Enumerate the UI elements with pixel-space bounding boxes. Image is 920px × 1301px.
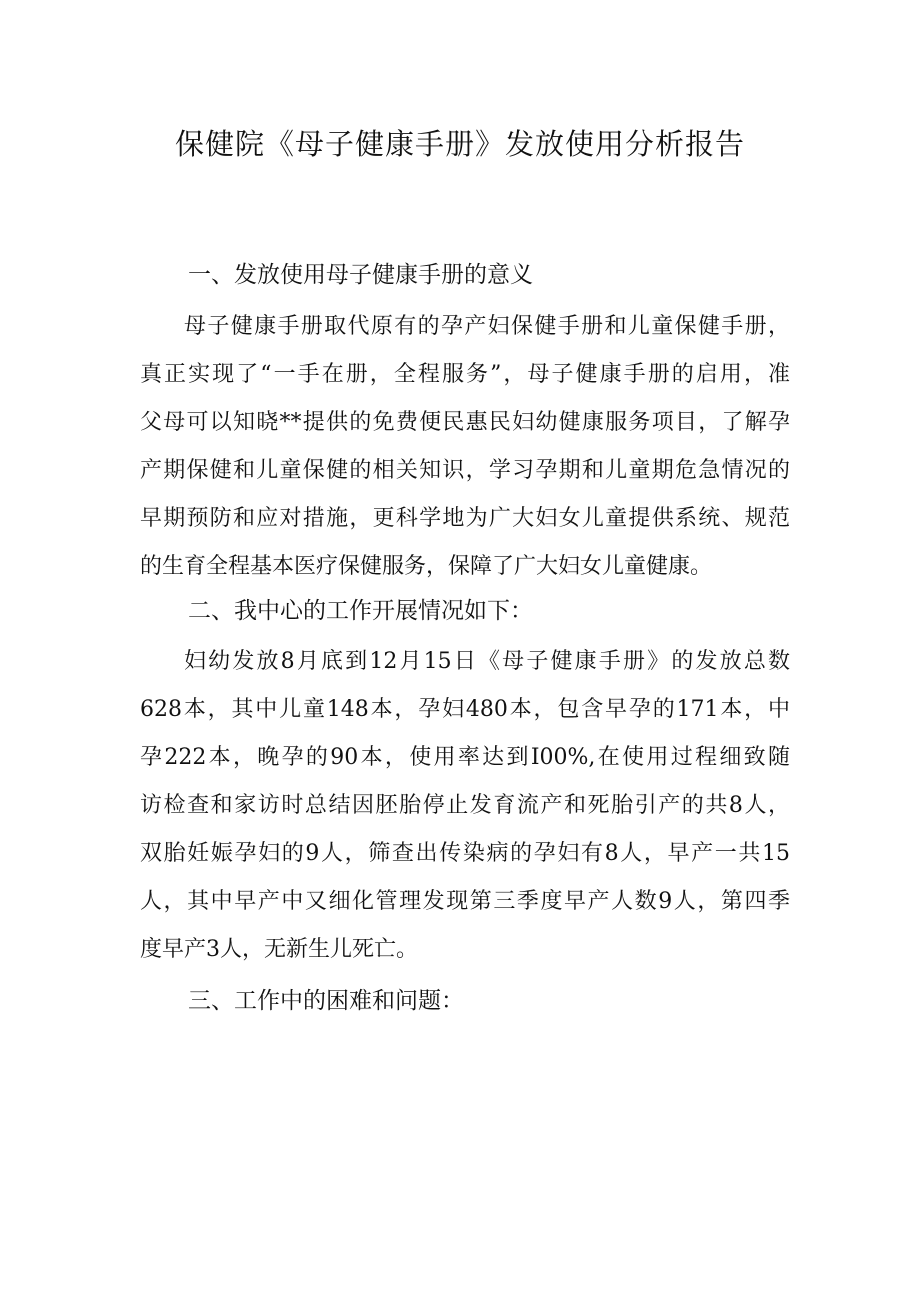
paragraph-line: 妇幼发放8月底到12月15日《母子健康手册》的发放总数 xyxy=(184,649,790,674)
paragraph-line: 的生育全程基本医疗保健服务，保障了广大妇女儿童健康。 xyxy=(140,554,713,579)
section-heading-3: 三、工作中的困难和问题： xyxy=(188,988,464,1014)
paragraph-line: 度早产3人，无新生儿死亡。 xyxy=(140,937,418,962)
paragraph-line: 628本，其中儿童148本，孕妇480本，包含早孕的171本，中 xyxy=(140,697,790,722)
document-title: 保健院《母子健康手册》发放使用分析报告 xyxy=(174,127,745,161)
paragraph-line: 产期保健和儿童保健的相关知识，学习孕期和儿童期危急情况的 xyxy=(140,458,790,483)
paragraph-line: 早期预防和应对措施，更科学地为广大妇女儿童提供系统、规范 xyxy=(140,506,790,531)
paragraph-line: 双胎妊娠孕妇的9人，筛查出传染病的孕妇有8人，早产一共15 xyxy=(140,841,790,866)
paragraph-line: 孕222本，晚孕的90本，使用率达到I00%,在使用过程细致随 xyxy=(140,745,790,770)
paragraph-line: 父母可以知晓**提供的免费便民惠民妇幼健康服务项目，了解孕 xyxy=(140,410,790,435)
paragraph-line: 人，其中早产中又细化管理发现第三季度早产人数9人，第四季 xyxy=(140,889,790,914)
section-heading-2: 二、我中心的工作开展情况如下： xyxy=(188,598,533,624)
paragraph-line: 真正实现了“一手在册，全程服务”，母子健康手册的启用，准 xyxy=(140,362,790,387)
paragraph-line: 母子健康手册取代原有的孕产妇保健手册和儿童保健手册， xyxy=(184,314,790,339)
section-2-paragraph xyxy=(140,638,790,974)
section-1-paragraph xyxy=(140,303,790,591)
section-heading-1: 一、发放使用母子健康手册的意义 xyxy=(188,262,533,288)
paragraph-line: 访检查和家访时总结因胚胎停止发育流产和死胎引产的共8人， xyxy=(140,793,790,818)
